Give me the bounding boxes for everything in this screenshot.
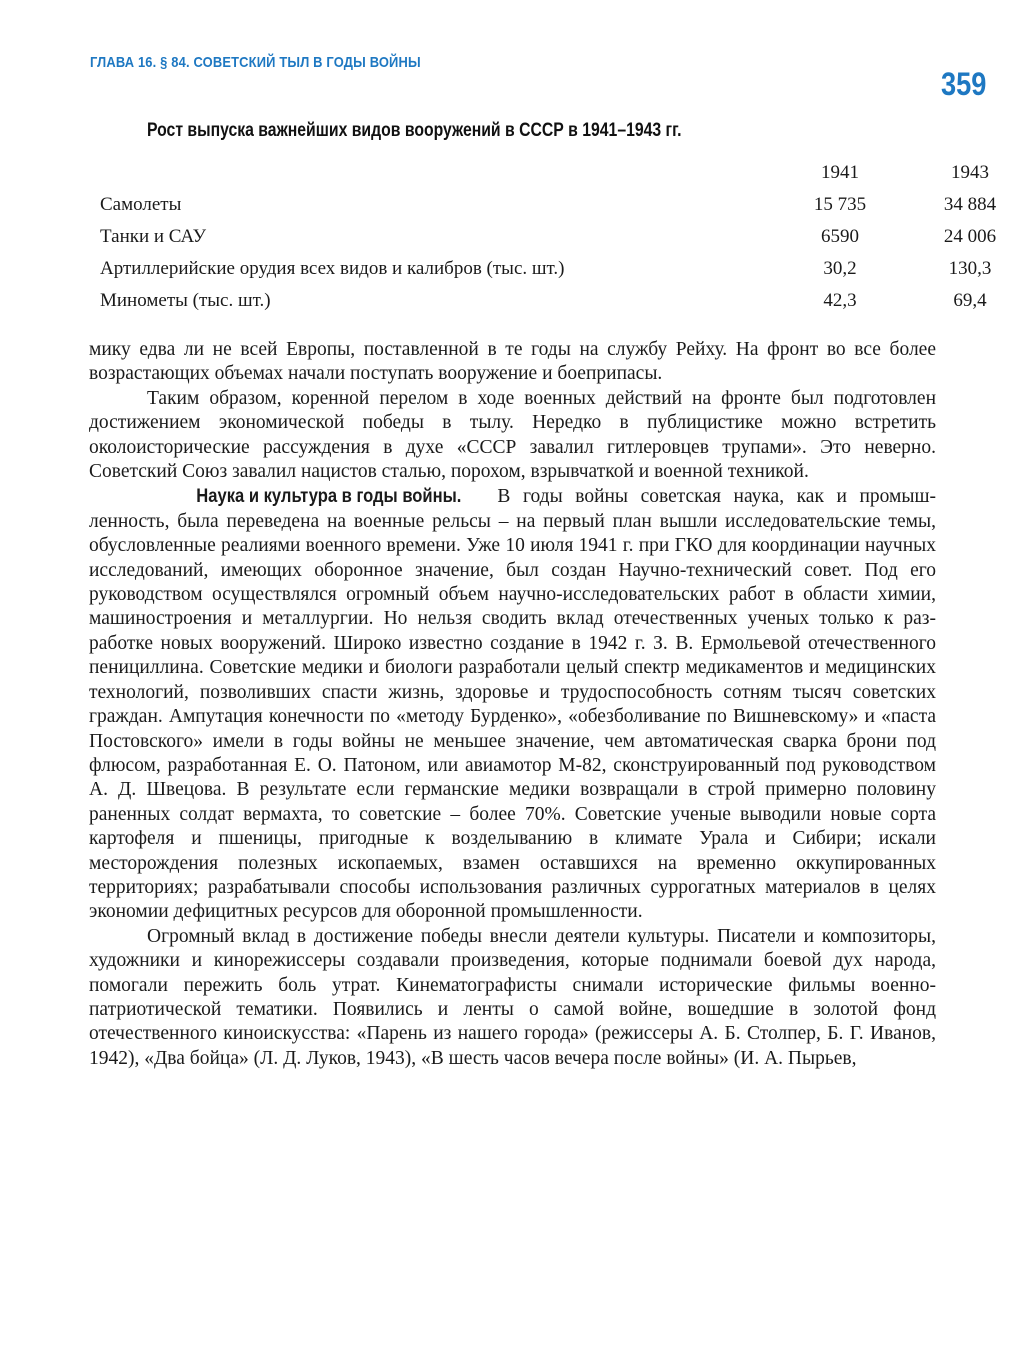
page-number: 359 — [940, 66, 986, 102]
armament-table — [100, 160, 997, 320]
row-value-1941: 30,2 — [823, 258, 857, 279]
row-label: Самолеты — [100, 194, 182, 215]
table-row — [100, 288, 987, 320]
running-head: ГЛАВА 16. § 84. СОВЕТСКИЙ ТЫЛ В ГОДЫ ВОЙНЫ — [90, 54, 421, 71]
table-header-1941: 1941 — [821, 162, 859, 183]
table-header-row — [100, 160, 989, 192]
row-label: Минометы (тыс. шт.) — [100, 290, 271, 311]
row-value-1943: 130,3 — [948, 258, 992, 279]
table-row — [100, 256, 992, 288]
row-label: Артиллерийские орудия всех видов и калибров (тыс. шт.) — [100, 258, 565, 279]
paragraph: Таким образом, коренной перелом в ходе военных действий на фронте был подготовлен достижением экономической победы в тылу. Нередко в публицистике можно встретить околоисторические рассуждения в духе «СССР завалил гитлеровцев трупами». Это неверно. Советский Союз завалил нацистов сталью, порохом, взрывчаткой и военной техникой. — [89, 387, 936, 483]
row-value-1943: 24 006 — [943, 226, 997, 247]
row-value-1943: 34 884 — [943, 194, 997, 215]
table-row — [100, 192, 997, 224]
row-value-1941: 42,3 — [823, 290, 857, 311]
paragraph-science-culture — [89, 484, 936, 924]
body-text — [89, 338, 936, 1071]
row-value-1941: 6590 — [821, 226, 859, 247]
table-title: Рост выпуска важнейших видов вооружений в СССР в 1941–1943 гг. — [147, 120, 682, 141]
row-value-1941: 15 735 — [813, 194, 867, 215]
table-header-1943: 1943 — [951, 162, 989, 183]
paragraph-text: В годы войны советская наука, как и промышленность, была переведена на военные рельсы – на первый план вышли исследовательские темы, обусловленные реалиями военного времени. Уже 10 июля 1941 г. при ГКО для координации научных исследований, имеющих оборонное значение, был создан Научно-технический совет. Под его руководством осуществлялся огромный объем научно-исследовательских работ в области химии, машиностроения и металлургии. Но нельзя сводить вклад отечественных ученых только к разработке новых вооружений. Широко известно создание в 1942 г. З. В. Ермольевой отечественного пенициллина. Советские медики и биологи разработали целый спектр медикаментов и медицинских технологий, позволивших спасти жизнь, здоровье и трудоспособность сотням тысяч советских граждан. Ампутация конечности по «методу Бурденко», «обезболивание по Вишневскому» и «паста Постовского» имели в годы войны не меньшее значение, чем автоматическая сварка брони под флюсом, разработанная Е. О. Патоном, или авиамотор М-82, сконструированный под руководством А. Д. Швецова. В результате если германские медики возвращали в строй примерно половину раненных солдат вермахта, то советские – более 70%. Советские ученые выводили новые сорта картофеля и пшеницы, пригодные к возделыванию в климате Урала и Сибири; искали месторождения полезных ископаемых, взамен оставшихся на временно оккупированных территориях; разрабатывали способы использования различных суррогатных материалов в целях экономии дефицитных ресурсов для оборонной промышленности. — [89, 486, 936, 923]
section-lead-in: Наука и культура в годы войны. — [196, 485, 462, 508]
row-value-1943: 69,4 — [953, 290, 987, 311]
table-row — [100, 224, 997, 256]
paragraph: Огромный вклад в достижение победы внесли деятели культуры. Писатели и композиторы, художники и кинорежиссеры создавали произведения, которые поднимали боевой дух народа, помогали пережить боль утрат. Кинематографисты снимали исторические фильмы военно-патриотической тематики. Появились и ленты о самой войне, вошедшие в золотой фонд отечественного киноискусства: «Парень из нашего города» (режиссеры А. Б. Столпер, Б. Г. Иванов, 1942), «Два бойца» (Л. Д. Луков, 1943), «В шесть часов вечера после войны» (И. А. Пырьев, — [89, 925, 936, 1069]
row-label: Танки и САУ — [100, 226, 207, 247]
paragraph-continuation: мику едва ли не всей Европы, поставленной в те годы на службу Рейху. На фронт во все более возрастающих объемах начали поступать вооружение и боеприпасы. — [89, 339, 936, 385]
